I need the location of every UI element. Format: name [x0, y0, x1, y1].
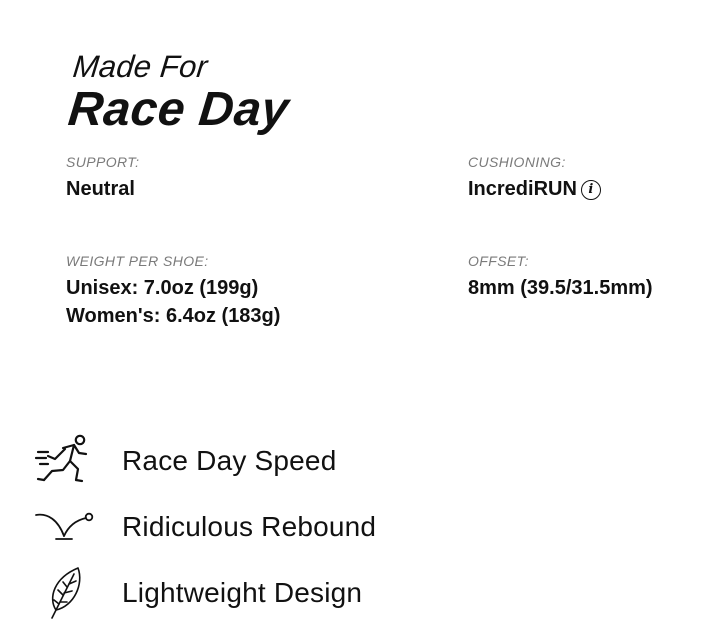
spec-cushioning: [468, 153, 708, 203]
feather-icon: [34, 564, 96, 622]
spec-offset-label: OFFSET:: [468, 253, 529, 269]
feature-ridiculous-rebound: [34, 498, 376, 556]
feature-lightweight-design: [34, 564, 362, 622]
spec-weight-womens: Women's: 6.4oz (183g): [66, 305, 281, 327]
feature-label: Race Day Speed: [122, 445, 337, 476]
spec-weight: [66, 252, 346, 330]
spec-cushioning-row: [468, 175, 708, 203]
spec-support: [66, 153, 346, 203]
spec-offset: [468, 252, 708, 302]
spec-support-label: SUPPORT:: [66, 154, 140, 170]
spec-offset-value: 8mm (39.5/31.5mm): [468, 277, 653, 299]
feature-label: Lightweight Design: [122, 577, 363, 608]
feature-race-day-speed: [34, 432, 336, 490]
title-line-1: Made For: [71, 49, 210, 84]
spec-cushioning-label: CUSHIONING:: [468, 154, 566, 170]
spec-weight-unisex: Unisex: 7.0oz (199g): [66, 277, 259, 299]
runner-icon: [34, 432, 96, 490]
rebound-icon: [34, 498, 96, 556]
title-line-2: Race Day: [65, 83, 292, 136]
spec-support-value: Neutral: [66, 178, 135, 200]
spec-weight-label: WEIGHT PER SHOE:: [66, 253, 209, 269]
feature-label: Ridiculous Rebound: [122, 511, 377, 542]
spec-cushioning-value: IncrediRUN: [468, 178, 577, 200]
info-icon[interactable]: i: [581, 180, 601, 200]
page-title: [66, 50, 295, 134]
